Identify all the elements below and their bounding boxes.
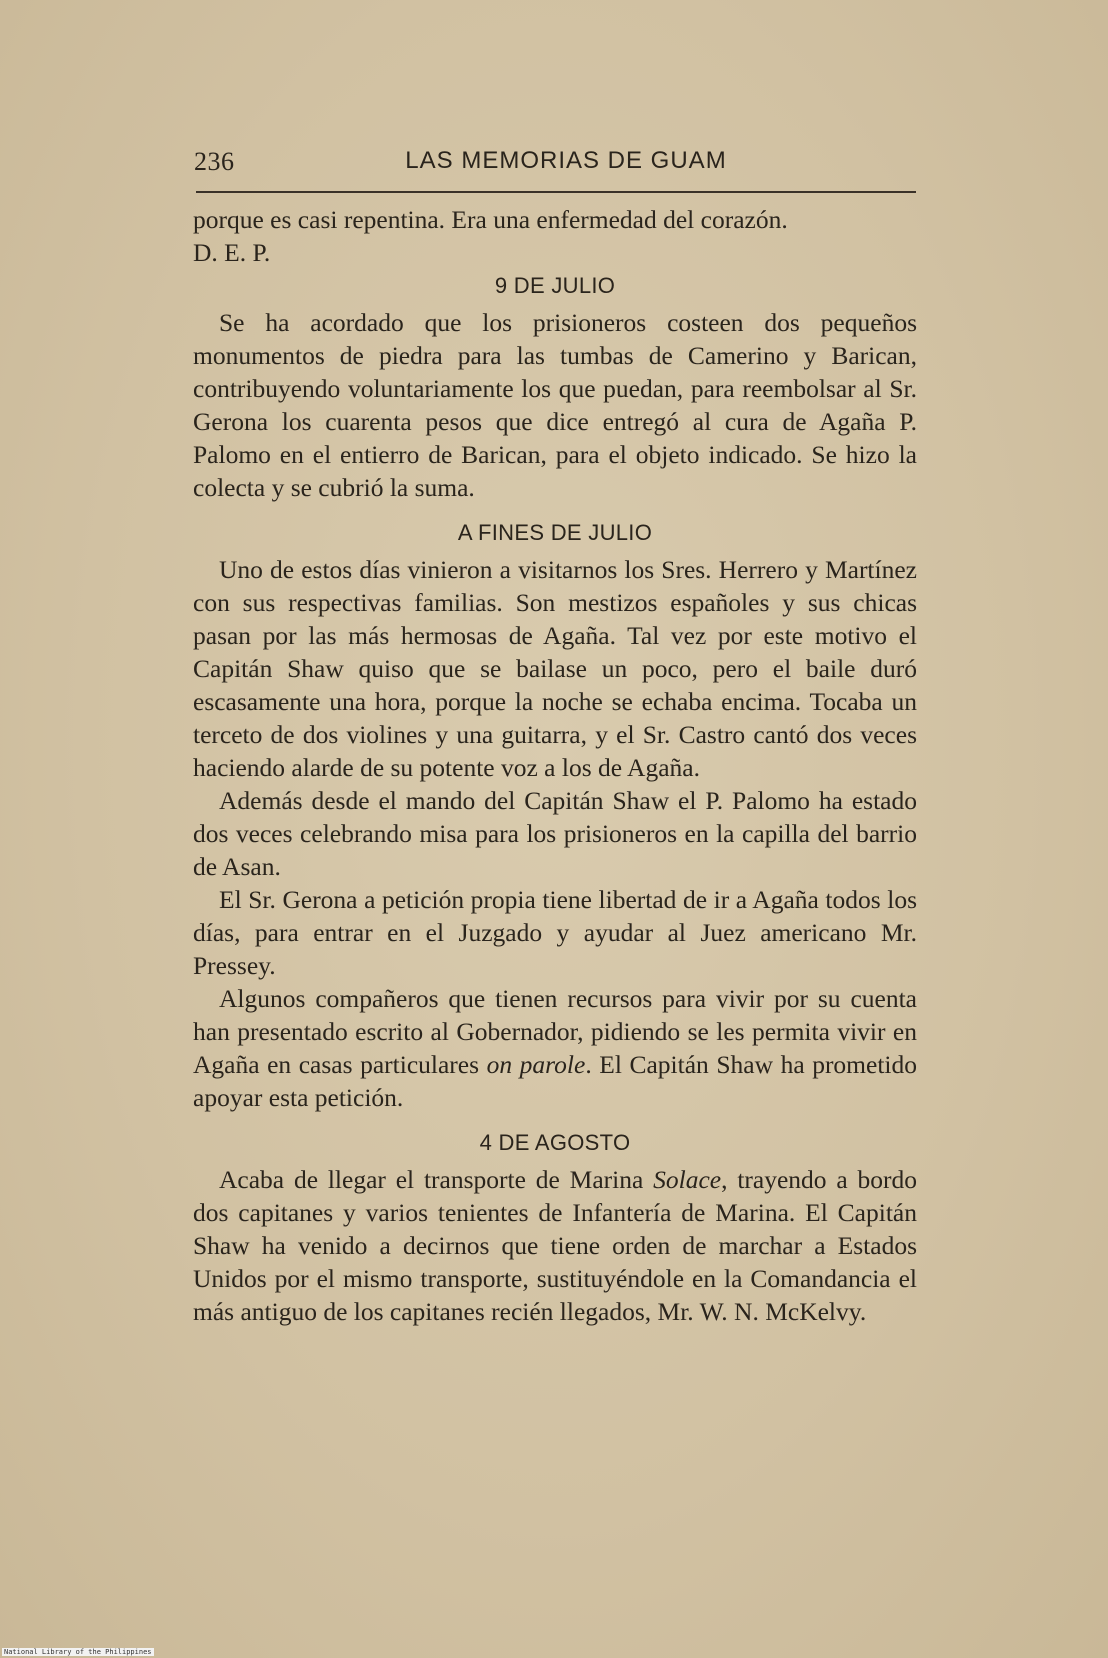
library-credit: National Library of the Philippines xyxy=(4,1648,152,1656)
italic-phrase: on parole xyxy=(486,1050,586,1079)
page-number: 236 xyxy=(194,147,235,176)
section-heading: A FINES DE JULIO xyxy=(457,520,653,545)
paragraph-text: Acaba de llegar el transporte de Marina xyxy=(219,1165,644,1194)
section-heading: 9 DE JULIO xyxy=(494,273,616,298)
paragraph xyxy=(193,1163,917,1328)
paragraph-text: Algunos compañeros que tienen recursos para vivir por su cuenta han presentado escrito al Gobernador, pidiendo se les permita vivir en Agaña en casas particulares xyxy=(193,984,917,1079)
section-heading: 4 DE AGOSTO xyxy=(479,1130,631,1155)
paragraph: Además desde el mando del Capitán Shaw el P. Palomo ha estado dos veces celebrando misa para los prisioneros en la capilla del barrio de Asan. xyxy=(193,786,917,881)
running-title: LAS MEMORIAS DE GUAM xyxy=(405,147,727,174)
paragraph-text: D. E. P. xyxy=(193,238,271,267)
paragraph xyxy=(193,982,917,1114)
header-rule xyxy=(196,191,916,193)
paragraph-text: porque es casi repentina. Era una enfermedad del corazón. xyxy=(193,205,788,234)
paragraph: Uno de estos días vinieron a visitarnos los Sres. Herrero y Martínez con sus respectivas familias. Son mestizos españoles y sus chicas pasan por las más hermosas de Agaña. Tal vez por este motivo el Capitán Shaw quiso que se bailase un poco, pero el baile duró escasamente una hora, porque la noche se echaba encima. Tocaba un terceto de dos violines y una guitarra, y el Sr. Castro cantó dos veces haciendo alarde de su potente voz a los de Agaña. xyxy=(193,555,917,782)
paragraph-text: , trayendo a bordo dos capitanes y varios tenientes de Infantería de Marina. El Capitán Shaw ha venido a decirnos que tiene orden de marchar a Estados Unidos por el mismo transporte, sustituyéndole en la Comandancia el más antiguo de los capitanes recién llegados, Mr. W. N. McKelvy. xyxy=(193,1165,918,1326)
paragraph-continued xyxy=(193,203,917,269)
paragraph: Se ha acordado que los prisioneros costeen dos pequeños monumentos de piedra para las tumbas de Camerino y Barican, contribuyendo voluntariamente los que puedan, para reembolsar al Sr. Gerona los cuarenta pesos que dice entregó al cura de Agaña P. Palomo en el entierro de Barican, para el objeto indicado. Se hizo la colecta y se cubrió la suma. xyxy=(193,308,917,502)
page-text xyxy=(193,203,917,1328)
page-header xyxy=(190,147,916,187)
paragraph: El Sr. Gerona a petición propia tiene libertad de ir a Agaña todos los días, para entrar en el Juzgado y ayudar al Juez americano Mr. Pressey. xyxy=(193,885,917,980)
paragraph-text: . El Capitán Shaw ha prometido apoyar esta petición. xyxy=(193,1050,918,1112)
italic-phrase: Solace xyxy=(653,1165,722,1194)
